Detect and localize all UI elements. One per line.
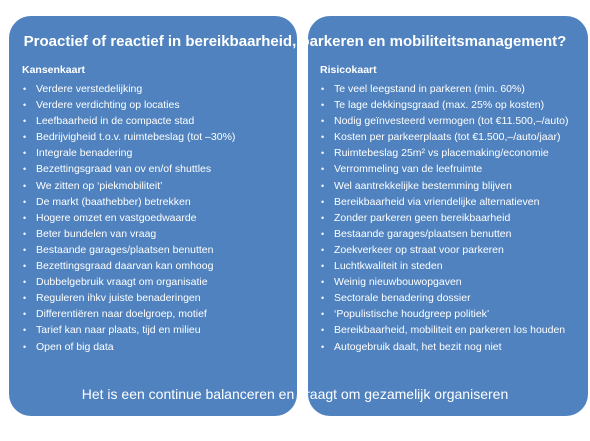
bullet-icon: • [23, 309, 27, 320]
kansenkaart-item [22, 178, 292, 194]
risicokaart-item [320, 81, 582, 97]
bullet-icon: • [23, 148, 27, 159]
risicokaart-list [320, 81, 582, 355]
risicokaart-item-text: Bereikbaarheid via vriendelijke alternatieven [334, 195, 540, 208]
risicokaart-item [320, 113, 582, 129]
kansenkaart-item-text: Differentiëren naar doelgroep, motief [36, 308, 207, 321]
kansenkaart-item-text: Dubbelgebruik vraagt om organisatie [36, 276, 208, 289]
bullet-icon: • [23, 212, 27, 223]
risicokaart-item-text: Nodig geïnvesteerd vermogen (tot €11.500,–/auto) [334, 115, 569, 128]
bullet-icon: • [23, 277, 27, 288]
bullet-icon: • [23, 100, 27, 111]
bullet-icon: • [321, 261, 325, 272]
risicokaart-item [320, 194, 582, 210]
kansenkaart-item-text: Integrale benadering [36, 147, 133, 160]
bullet-icon: • [321, 277, 325, 288]
risicokaart-item-text: Autogebruik daalt, het bezit nog niet [334, 340, 502, 353]
risicokaart-item-text: Zonder parkeren geen bereikbaarheid [334, 211, 511, 224]
risicokaart-item [320, 242, 582, 258]
kansenkaart-item [22, 210, 292, 226]
bullet-icon: • [321, 228, 325, 239]
bullet-icon: • [321, 148, 325, 159]
bullet-icon: • [321, 116, 325, 127]
bullet-icon: • [23, 132, 27, 143]
risicokaart-item-text: Verrommeling van de leefruimte [334, 163, 483, 176]
kansenkaart-item [22, 290, 292, 306]
kansenkaart-item [22, 226, 292, 242]
risicokaart-item-text: Te lage dekkingsgraad (max. 25% op kosten) [334, 99, 545, 112]
kansenkaart-item [22, 242, 292, 258]
risicokaart-item-text: Wel aantrekkelijke bestemming blijven [334, 179, 512, 192]
kansenkaart-item [22, 194, 292, 210]
kansenkaart-item-text: Hogere omzet en vastgoedwaarde [36, 211, 197, 224]
kansenkaart-item-text: Open of big data [36, 340, 114, 353]
risicokaart-item-text: Ruimtebeslag 25m² vs placemaking/economie [334, 147, 549, 160]
bullet-icon: • [23, 180, 27, 191]
risicokaart-item [320, 306, 582, 322]
bullet-icon: • [321, 84, 325, 94]
bullet-icon: • [321, 196, 325, 207]
risicokaart-item [320, 161, 582, 177]
kansenkaart-item-text: Verdere verstedelijking [36, 83, 143, 95]
bullet-icon: • [23, 293, 27, 304]
kansenkaart-heading: Kansenkaart [22, 64, 86, 76]
bullet-icon: • [23, 196, 27, 207]
bullet-icon: • [23, 164, 27, 175]
risicokaart-item-text: ‘Populistische houdgreep politiek’ [334, 308, 490, 321]
kansenkaart-item-text: Verdere verdichting op locaties [36, 99, 180, 112]
kansenkaart-item-text: Tarief kan naar plaats, tijd en milieu [36, 324, 201, 337]
kansenkaart-item-text: Reguleren ihkv juiste benaderingen [36, 292, 201, 305]
bullet-icon: • [23, 261, 27, 272]
risicokaart-item [320, 97, 582, 113]
risicokaart-item [320, 226, 582, 242]
kansenkaart-item [22, 97, 292, 113]
risicokaart-item [320, 145, 582, 161]
risicokaart-item-text: Kosten per parkeerplaats (tot €1.500,–/auto/jaar) [334, 131, 561, 144]
bullet-icon: • [23, 116, 27, 127]
kansenkaart-item-text: Bedrijvigheid t.o.v. ruimtebeslag (tot –30%) [36, 131, 236, 144]
bullet-icon: • [321, 325, 325, 336]
risicokaart-item [320, 258, 582, 274]
bullet-icon: • [23, 84, 27, 94]
kansenkaart-item-text: Beter bundelen van vraag [36, 227, 157, 240]
page-title: Proactief of reactief in bereikbaarheid, parkeren en mobiliteitsmanagement? [23, 33, 567, 50]
risicokaart-item-text: Sectorale benadering dossier [334, 292, 471, 305]
footer-statement: Het is een continue balanceren en vraagt om gezamelijk organiseren [81, 386, 509, 402]
risicokaart-item [320, 178, 582, 194]
kansenkaart-item-text: Bezettingsgraad van ov en/of shuttles [36, 163, 212, 176]
risicokaart-item [320, 339, 582, 355]
risicokaart-item [320, 129, 582, 145]
risicokaart-item-text: Luchtkwaliteit in steden [334, 260, 443, 273]
bullet-icon: • [321, 132, 325, 143]
bullet-icon: • [321, 309, 325, 320]
bullet-icon: • [321, 100, 325, 111]
bullet-icon: • [321, 244, 325, 255]
risicokaart-item-text: Bereikbaarheid, mobiliteit en parkeren los houden [334, 324, 566, 337]
bullet-icon: • [321, 293, 325, 304]
risicokaart-item [320, 290, 582, 306]
bullet-icon: • [321, 180, 325, 191]
risicokaart-item-text: Te veel leegstand in parkeren (min. 60%) [334, 83, 525, 95]
kansenkaart-item-text: De markt (baathebber) betrekken [36, 195, 191, 208]
bullet-icon: • [23, 244, 27, 255]
bullet-icon: • [321, 341, 325, 352]
risicokaart-item [320, 322, 582, 338]
kansenkaart-item-text: Bezettingsgraad daarvan kan omhoog [36, 260, 214, 273]
risicokaart-item-text: Bestaande garages/plaatsen benutten [334, 227, 512, 240]
bullet-icon: • [23, 228, 27, 239]
risicokaart-heading: Risicokaart [320, 64, 377, 76]
kansenkaart-item [22, 339, 292, 355]
bullet-icon: • [321, 164, 325, 175]
kansenkaart-item [22, 113, 292, 129]
kansenkaart-list [22, 81, 292, 355]
bullet-icon: • [23, 325, 27, 336]
risicokaart-item [320, 210, 582, 226]
risicokaart-item [320, 274, 582, 290]
kansenkaart-item [22, 161, 292, 177]
risicokaart-item-text: Zoekverkeer op straat voor parkeren [334, 243, 504, 256]
kansenkaart-item [22, 322, 292, 338]
kansenkaart-item-text: We zitten op ‘piekmobiliteit’ [36, 179, 163, 192]
kansenkaart-item-text: Bestaande garages/plaatsen benutten [36, 243, 214, 256]
kansenkaart-item [22, 129, 292, 145]
kansenkaart-item [22, 258, 292, 274]
kansenkaart-item [22, 145, 292, 161]
kansenkaart-item [22, 81, 292, 97]
kansenkaart-item-text: Leefbaarheid in de compacte stad [36, 115, 195, 128]
kansenkaart-item [22, 274, 292, 290]
bullet-icon: • [321, 212, 325, 223]
bullet-icon: • [23, 341, 27, 352]
risicokaart-item-text: Weinig nieuwbouwopgaven [334, 276, 462, 289]
kansenkaart-item [22, 306, 292, 322]
